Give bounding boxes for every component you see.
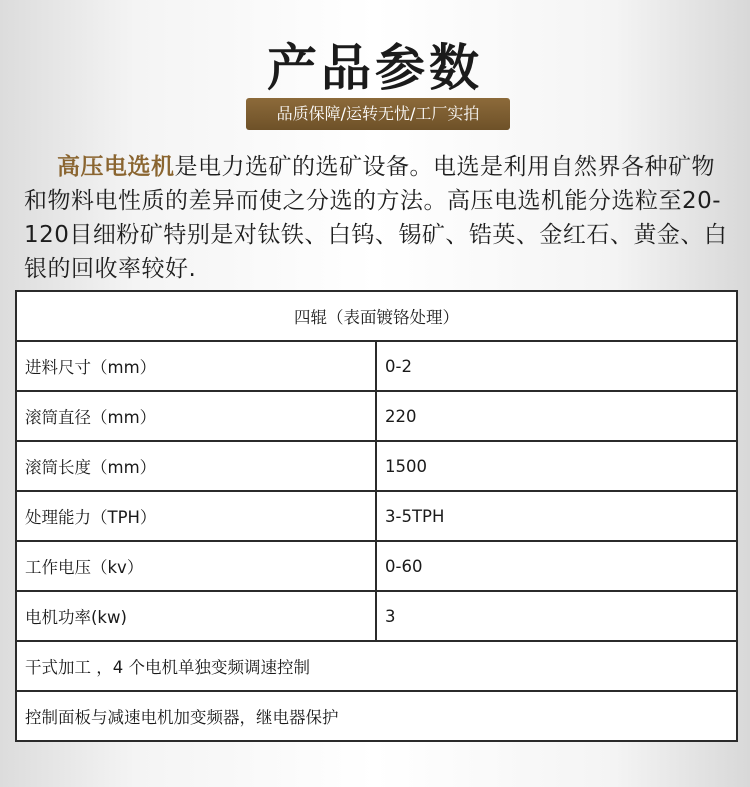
- table-row: [16, 591, 737, 641]
- table-row: [16, 391, 737, 441]
- table-row: [16, 491, 737, 541]
- intro-paragraph: [24, 150, 736, 286]
- spec-value: 0-2: [376, 341, 737, 391]
- spec-label: 进料尺寸（mm）: [16, 341, 376, 391]
- table-row: [16, 441, 737, 491]
- quality-badge: 品质保障/运转无忧/工厂实拍: [246, 98, 510, 130]
- intro-text: 是电力选矿的选矿设备。电选是利用自然界各种矿物和物料电性质的差异而使之分选的方法。高压电选机能分选粒至20-120目细粉矿特别是对钛铁、白钨、锡矿、锆英、金红石、黄金、白银的回收率较好.: [24, 154, 728, 282]
- spec-label: 工作电压（kv）: [16, 541, 376, 591]
- spec-note: 干式加工 ，4 个电机单独变频调速控制: [16, 641, 737, 691]
- table-note-row: [16, 641, 737, 691]
- table-header: 四辊（表面镀铬处理）: [16, 291, 737, 341]
- spec-table: [15, 290, 738, 742]
- table-row: [16, 541, 737, 591]
- spec-value: 0-60: [376, 541, 737, 591]
- spec-label: 滚筒直径（mm）: [16, 391, 376, 441]
- spec-value: 220: [376, 391, 737, 441]
- spec-value: 3: [376, 591, 737, 641]
- spec-value: 3-5TPH: [376, 491, 737, 541]
- spec-label: 电机功率(kw): [16, 591, 376, 641]
- page-title: 产品参数: [267, 39, 483, 97]
- spec-label: 处理能力（TPH）: [16, 491, 376, 541]
- table-note-row: [16, 691, 737, 741]
- intro-highlight: 高压电选机: [57, 154, 175, 180]
- spec-label: 滚筒长度（mm）: [16, 441, 376, 491]
- table-row: [16, 341, 737, 391]
- spec-note: 控制面板与减速电机加变频器，继电器保护: [16, 691, 737, 741]
- spec-value: 1500: [376, 441, 737, 491]
- table-header-row: [16, 291, 737, 341]
